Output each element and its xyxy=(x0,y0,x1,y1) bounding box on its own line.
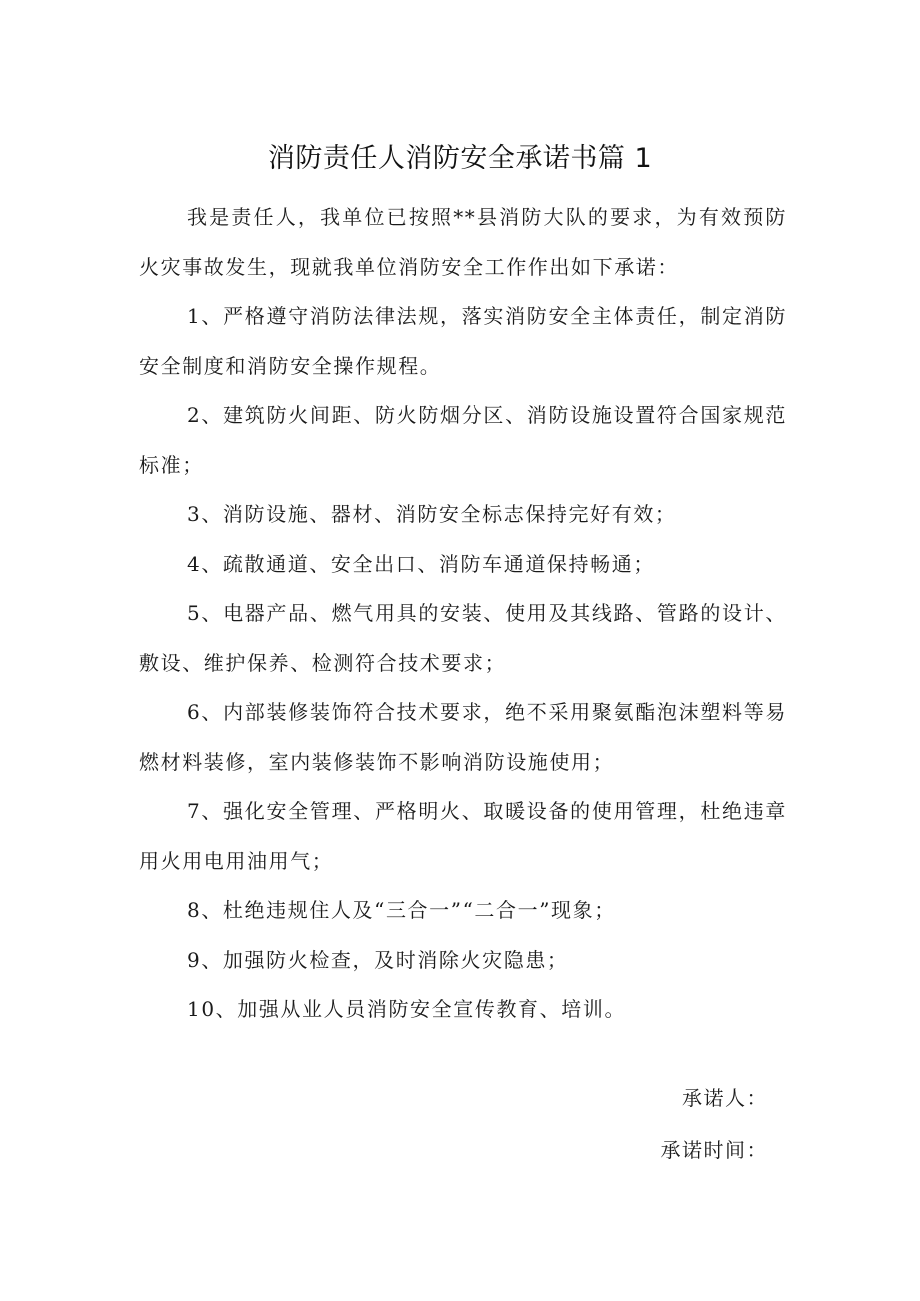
commitment-item-8: 8、杜绝违规住人及“三合一”“二合一”现象； xyxy=(187,898,616,922)
commitment-item-7: 7、强化安全管理、严格明火、取暖设备的使用管理，杜绝违章用火用电用油用气； xyxy=(139,799,787,873)
commitment-item-4: 4、疏散通道、安全出口、消防车通道保持畅通； xyxy=(187,551,655,576)
promise-time-label: 承诺时间： xyxy=(660,1138,768,1162)
commitment-item-6: 6、内部装修装饰符合技术要求，绝不采用聚氨酯泡沫塑料等易燃材料装修，室内装修装饰不影响消防设施使用； xyxy=(139,700,787,774)
commitment-item-2: 2、建筑防火间距、防火防烟分区、消防设施设置符合国家规范标准； xyxy=(139,403,787,477)
commitment-item-5: 5、电器产品、燃气用具的安装、使用及其线路、管路的设计、敷设、维护保养、检测符合技术要求； xyxy=(139,601,787,675)
commitment-item-10: 10、加强从业人员消防安全宣传教育、培训。 xyxy=(187,997,627,1021)
commitment-item-1: 1、严格遵守消防法律法规，落实消防安全主体责任，制定消防安全制度和消防安全操作规程。 xyxy=(139,304,787,378)
commitment-item-3: 3、消防设施、器材、消防安全标志保持完好有效； xyxy=(187,502,677,526)
promisor-label: 承诺人： xyxy=(682,1086,768,1110)
document-title: 消防责任人消防安全承诺书篇 1 xyxy=(267,143,653,174)
intro-paragraph: 我是责任人，我单位已按照**县消防大队的要求，为有效预防火灾事故发生，现就我单位消防安全工作作出如下承诺： xyxy=(139,205,787,279)
document-body xyxy=(139,193,787,1035)
commitment-item-9: 9、加强防火检查，及时消除火灾隐患； xyxy=(187,947,569,972)
